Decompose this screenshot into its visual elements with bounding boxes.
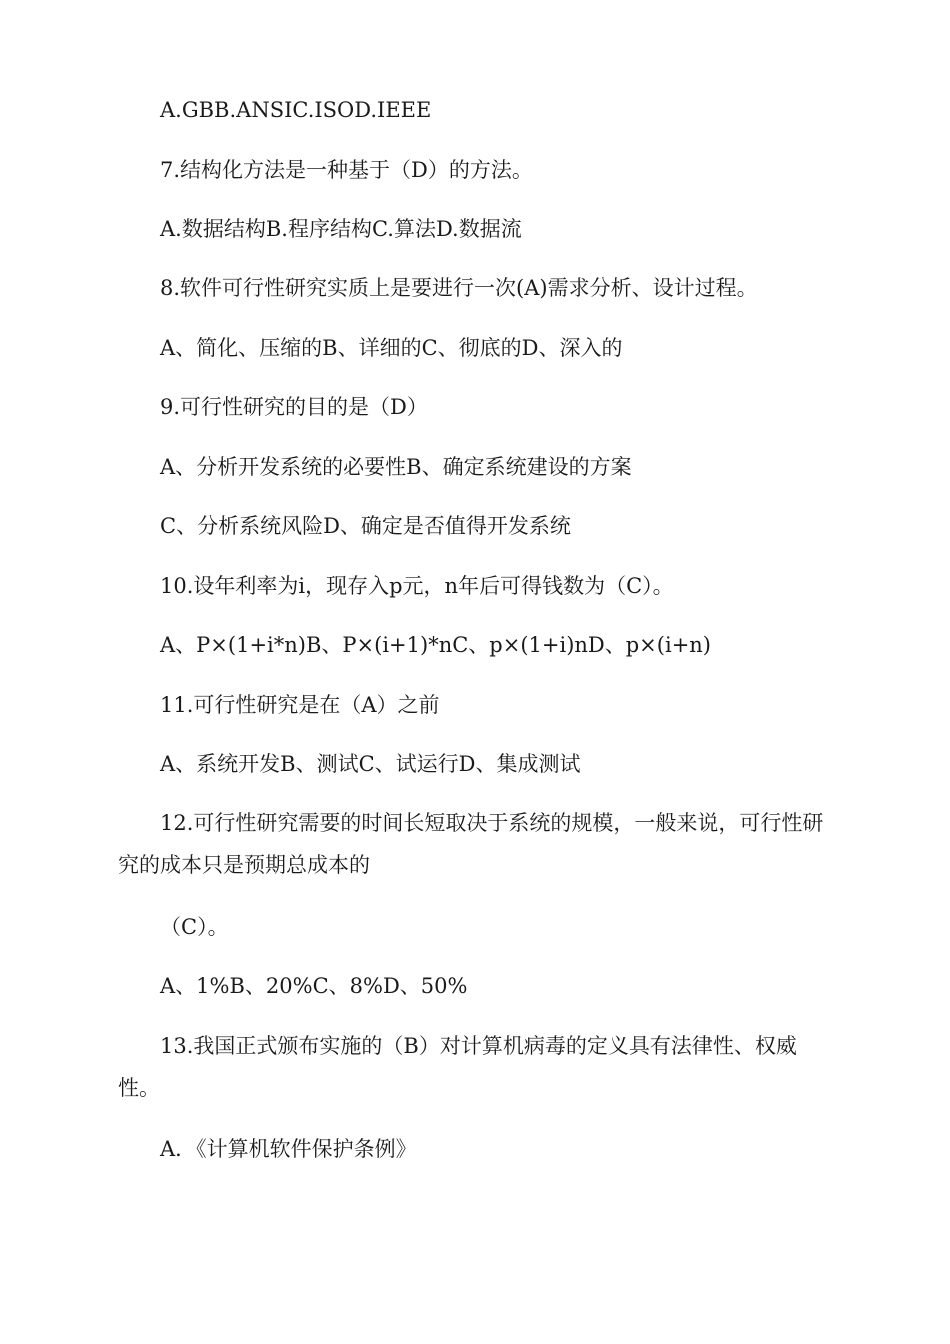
option-line: A、简化、压缩的B、详细的C、彻底的D、深入的 [160,336,623,360]
question-paragraph: 13.我国正式颁布实施的（B）对计算机病毒的定义具有法律性、权威性。 [118,1034,797,1100]
question-line: 10.设年利率为i，现存入p元，n年后可得钱数为（C）。 [160,574,674,598]
question-line: 7.结构化方法是一种基于（D）的方法。 [160,158,533,182]
question-line: 11.可行性研究是在（A）之前 [160,693,440,717]
option-line: A、P×(1+i*n)B、P×(i+1)*nC、p×(1+i)nD、p×(i+n) [160,633,712,657]
option-line: A、分析开发系统的必要性B、确定系统建设的方案 [160,455,632,479]
option-line: A、系统开发B、测试C、试运行D、集成测试 [160,752,581,776]
option-line: A.数据结构B.程序结构C.算法D.数据流 [160,217,522,241]
question-line: 9.可行性研究的目的是（D） [160,395,428,419]
question-paragraph: 12.可行性研究需要的时间长短取决于系统的规模，一般来说，可行性研究的成本只是预期总成本的 [118,811,824,877]
option-line: A．《计算机软件保护条例》 [160,1137,417,1161]
question-line: 8.软件可行性研究实质上是要进行一次(A)需求分析、设计过程。 [160,276,758,300]
answer-line: （C）。 [160,915,229,939]
option-line: C、分析系统风险D、确定是否值得开发系统 [160,514,571,538]
option-line: A、1%B、20%C、8%D、50% [160,974,468,998]
option-line: A.GBB.ANSIC.ISOD.IEEE [160,98,432,122]
